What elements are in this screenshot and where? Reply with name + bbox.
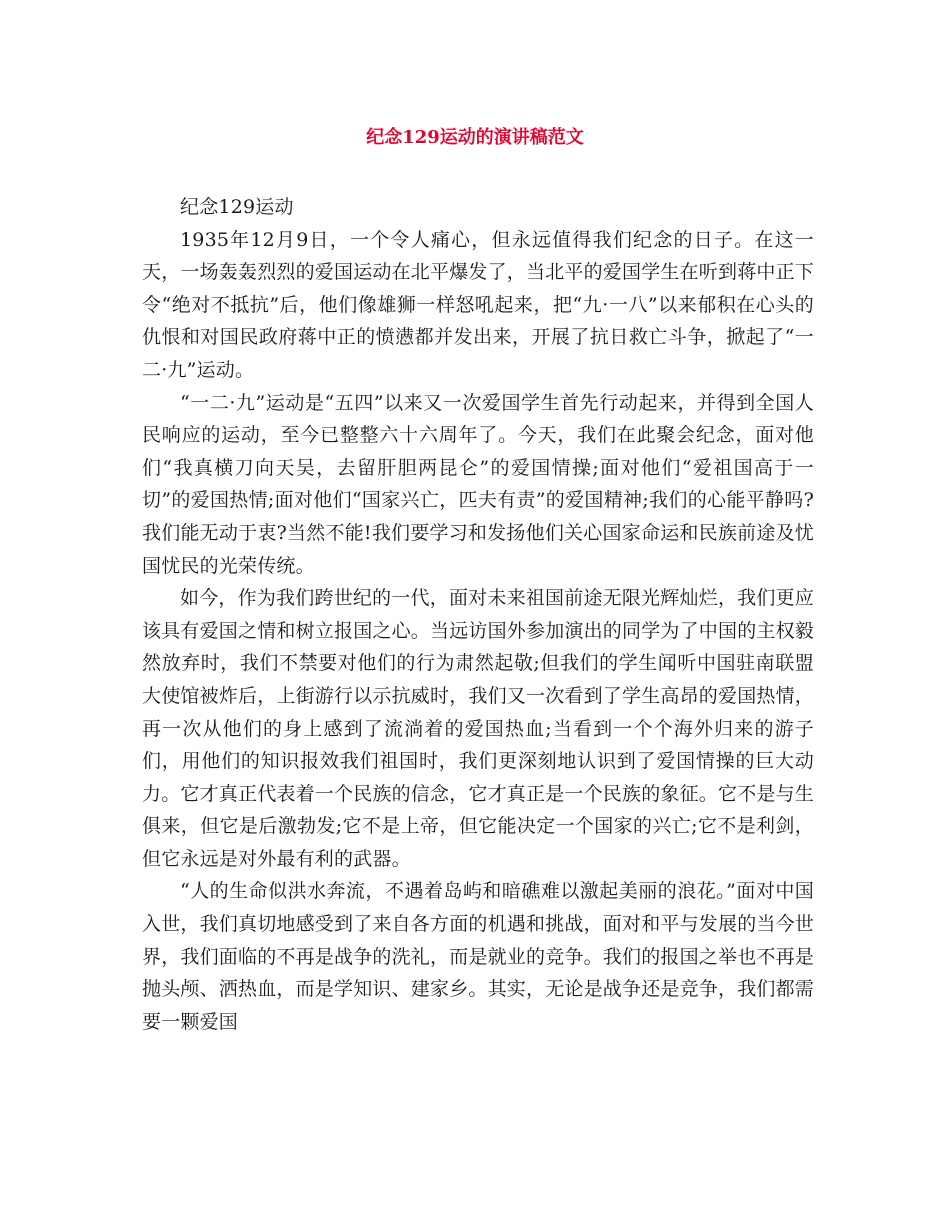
paragraph-2: “一二·九”运动是“五四”以来又一次爱国学生首先行动起来，并得到全国人民响应的运动，至今已整整六十六周年了。今天，我们在此聚会纪念，面对他们“我真横刀向天吴，去留肝胆两昆仑”的爱国情操;面对他们“爱祖国高于一切”的爱国热情;面对他们“国家兴亡，匹夫有责”的爱国精神;我们的心能平静吗?我们能无动于衷?当然不能!我们要学习和发扬他们关心国家命运和民族前途及忧国忧民的光荣传统。 — [142, 391, 814, 577]
paragraph-heading: 纪念129运动 — [180, 196, 294, 218]
document-title: 纪念129运动的演讲稿范文 — [366, 127, 584, 148]
paragraph-1: 1935年12月9日，一个令人痛心，但永远值得我们纪念的日子。在这一天，一场轰轰烈烈的爱国运动在北平爆发了，当北平的爱国学生在听到蒋中正下令“绝对不抵抗”后，他们像雄狮一样怒吼起来，把“九·一八”以来郁积在心头的仇恨和对国民政府蒋中正的愤懑都并发出来，开展了抗日救亡斗争，掀起了“一二·九”运动。 — [142, 228, 815, 381]
paragraph-4: “人的生命似洪水奔流，不遇着岛屿和暗礁难以激起美丽的浪花。”面对中国入世，我们真切地感受到了来自各方面的机遇和挑战，面对和平与发展的当今世界，我们面临的不再是战争的洗礼，而是就业的竞争。我们的报国之举也不再是抛头颅、洒热血，而是学知识、建家乡。其实，无论是战争还是竞争，我们都需要一颗爱国 — [142, 880, 815, 1033]
paragraph-3: 如今，作为我们跨世纪的一代，面对未来祖国前途无限光辉灿烂，我们更应该具有爱国之情和树立报国之心。当远访国外参加演出的同学为了中国的主权毅然放弃时，我们不禁要对他们的行为肃然起敬;但我们的学生闻听中国驻南联盟大使馆被炸后，上街游行以示抗威时，我们又一次看到了学生高昂的爱国热情，再一次从他们的身上感到了流淌着的爱国热血;当看到一个个海外归来的游子们，用他们的知识报效我们祖国时，我们更深刻地认识到了爱国情操的巨大动力。它才真正代表着一个民族的信念，它才真正是一个民族的象征。它不是与生俱来，但它是后激勃发;它不是上帝，但它能决定一个国家的兴亡;它不是利剑，但它永远是对外最有利的武器。 — [142, 587, 815, 870]
document-body — [142, 191, 814, 1038]
